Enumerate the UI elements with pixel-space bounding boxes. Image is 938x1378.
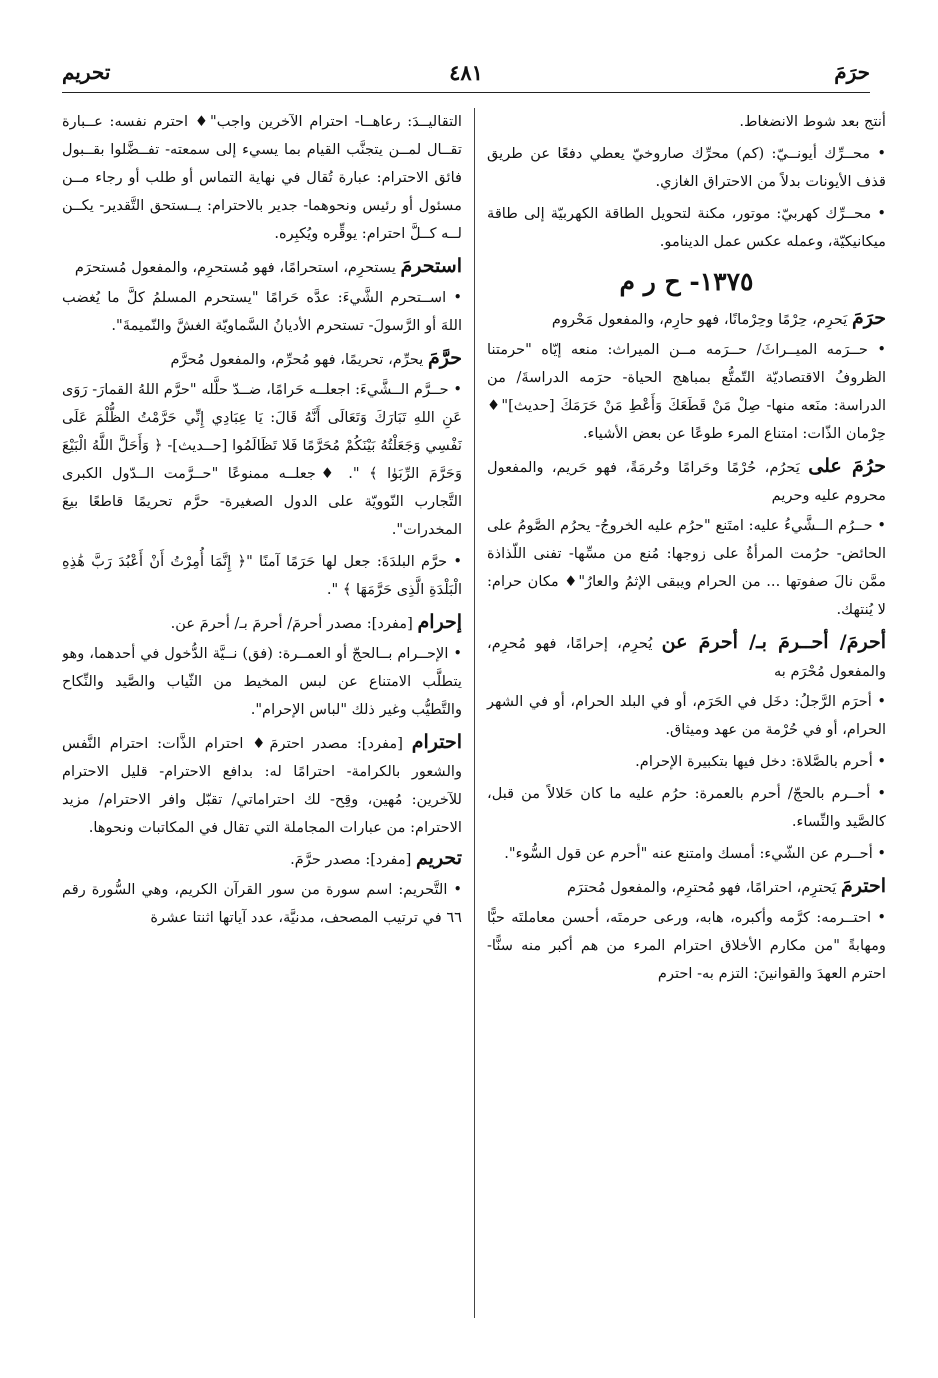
entry-grammar: يستحرِم، استحرامًا، فهو مُستحرِم، والمفعول مُستحرَم xyxy=(74,259,401,276)
definition-text: أنتج بعد شوط الانضغاط. xyxy=(739,113,886,130)
entry-line xyxy=(487,872,886,902)
entry-line xyxy=(62,844,462,874)
root-heading: ١٣٧٥- ح ر م xyxy=(619,267,754,296)
definition-text: • أحرم بالصَّلاة: دخل فيها بتكبيرة الإحرام. xyxy=(635,753,886,770)
definition-text: • حــرَّم الــشَّيءَ: اجعلــه حَرامًا، ضــدّ حلَّله "حرَّم اللهُ القمارَ- رَوَى عَنِ اللهِ تَبَارَكَ وَتَعَالَى أَنَّهُ قَالَ: يَا عِبَادِي إِنِّي حَرَّمْتُ الظُّلْمَ عَلَى نَفْسِي وَجَعَلْتُهُ بَيْنَكُمْ مُحَرَّمًا فَلا تَظَالَمُوا [حــديث]- ﴿ وَأَحَلَّ اللَّهُ الْبَيْعَ وَحَرَّمَ الرِّبَوٰا ﴾ ". ♦جعلــه ممنوعًا "حــرَّمت الــدّول الكبرى التَّجارب النّوويّة على الدول الصغيرة- حرَّم تحريمًا قاطعًا بيعَ المخدرات". xyxy=(62,381,462,538)
entry-grammar: يَحترِم، احترامًا، فهو مُحترِم، والمفعول مُحترَم xyxy=(566,879,841,896)
entry-line xyxy=(487,304,886,334)
entry-line xyxy=(62,728,462,842)
entry-grammar: يَحرِم، حِرْمًا وحِرْمانًا، فهو حارِم، والمفعول مَحْروم xyxy=(551,311,852,328)
headword: تحريم xyxy=(416,847,462,869)
definition-text: • حــرَمه الميــراثَ/ حــرَمه مــن الميراث: منعه إيّاه "حرمتنا الظروفُ الاقتصاديّة التّمتُّع بمباهج الحياة- حرَمه الدراسةَ/ من الدراسة: منَعه منها- صِلْ مَنْ قَطَعَكَ وَأَعْطِ مَنْ حَرَمَكَ [حديث]"♦ حِرْمان الذّات: امتناع المرء طوعًا عن بعض الأشياء. xyxy=(487,341,886,442)
columns xyxy=(62,108,886,1318)
entry-line xyxy=(487,628,886,686)
definition-text: • أحــرم عن الشّيء: أمسك وامتنع عنه "أحرم عن قول السُّوء". xyxy=(504,845,886,862)
entry-grammar: يُحرِم، إحرامًا، فهو مُحرِم، والمفعول مُحْرَم به xyxy=(487,635,886,680)
entry-grammar: [مفرد]: مصدر احترمَ♦ احترام الذَّات: احترام النَّفس والشعور بالكرامة- احترامًا له: بدافع الاحترام- قليل الاحترام للآخرين: مُهين، وقِح- لك احتراماتي/ تقبّل وافر الاحترام/ مزيد الاحترام: من عبارات المجاملة التي تقال في المكاتبات ونحوها. xyxy=(62,735,462,836)
definition-text: • محــرِّك أيونــيّ: (كم) محرِّك صاروخيّ يعطي دفعًا عن طريق قذف الأيونات بدلاً من الاحتراق الغازي. xyxy=(487,145,886,190)
definition-text: التقاليــدَ: رعاهــا- احترام الآخرين واجب"♦ احترم نفسه: عــبارة تقــال لمــن يتجنَّب القيام بما يسيء إلى سمعته- تفــضَّلوا بقــبول فائق الاحترام: عبارة تُقال في نهاية التماس أو طلب أو رجاء مــن مسئول أو رئيس ونحوهما- جدير بالاحترام: يــستحق التَّقدير- يكــن لــه كــلَّ احترام: يوقِّره ويُكبِره. xyxy=(62,113,462,242)
headword: استحرمَ xyxy=(400,255,462,277)
entry-line xyxy=(487,452,886,510)
entry-grammar: يَحرُم، حُرْمًا وحَرامًا وحُرمَةً، فهو حَريم، والمفعول محروم عليه وحريم xyxy=(487,459,886,504)
entry-line xyxy=(62,344,462,374)
definition-text: • التَّحريم: اسم سورة من سور القرآن الكريم، وهي السُّورة رقم ٦٦ في ترتيب المصحف، مدنيَّة، عدد آياتها اثنتا عشرة xyxy=(62,881,462,926)
definition-text: • محــرِّك كهربيّ: موتور، مكنة لتحويل الطاقة الكهربيّة إلى طاقة ميكانيكيّة، وعمله عكس عمل الدينامو. xyxy=(487,205,886,250)
entry-grammar: [مفرد]: مصدر أحرمَ/ أحرمَ بـ/ أحرمَ عن. xyxy=(170,615,418,632)
headword: حرُمَ على xyxy=(808,455,886,477)
definition-text: • أحرَم الرَّجلُ: دخَل في الحَرَم، أو في البلد الحرام، أو في الشهر الحرام، أو في حُرْمة من عهد وميثاق. xyxy=(487,693,886,738)
page-header xyxy=(62,52,870,93)
right-column xyxy=(474,108,886,1318)
definition-text: • حــرُم الــشَّيءُ عليه: امتَنع "حرُم عليه الخروجُ- يحرُم الصَّومُ على الحائض- حرُمت المرأةُ على زوجها: مُنع من مسِّها- تفنى اللّذاذة ممَّن نالَ صفوتها ... من الحرام ويبقى الإثمُ والعارُ"♦ مكان حرام: لا يُنتهك. xyxy=(487,517,886,618)
left-column xyxy=(62,108,474,1318)
entry-line xyxy=(62,252,462,282)
headword: إحرام xyxy=(417,611,462,633)
headword: حرَّمَ xyxy=(428,347,462,369)
definition-text: • احتــرمه: كرَّمه وأكبره، هابه، ورعى حرمتَه، أحسن معاملتَه حبًّا ومهابةً "من مكارم الأخلاق احترام المرء من هم أكبر منه سنًّا- احترم العهدَ والقوانينَ: التزم به- احترم xyxy=(487,909,886,982)
headword: احترمَ xyxy=(840,875,886,897)
header-left-word: تحريم xyxy=(62,60,111,84)
page-number: ٤٨١ xyxy=(449,59,483,85)
definition-text: • الإحــرام بــالحجّ أو العمــرة: (فق) نــيَّة الدُّخول في أحدهما، وهو يتطلَّب الامتناع عن لبس المخيط من الثّياب والصَّيد والنِّكاح والتَّطيُّب وغير ذلك "لباس الإحرام". xyxy=(62,645,462,718)
definition-text: • اســتحرم الشَّيءَ: عدَّه حَرامًا "يستحرم المسلمُ كلَّ ما يُغضب اللهَ أو الرَّسولَ- تستحرم الأديانُ السَّماويّة الغشَّ والنّميمةَ". xyxy=(62,289,462,334)
headword: حرَمَ xyxy=(852,307,886,329)
entry-grammar: يحرِّم، تحريمًا، فهو مُحرِّم، والمفعول مُحرَّم xyxy=(170,351,428,368)
definition-text: • أحــرم بالحجّ/ أحرم بالعمرة: حرُم عليه ما كان حَلالاً من قبل، كالصَّيد والنِّساء. xyxy=(487,785,886,830)
headword: أحرمَ/ أحــرمَ بـ/ أحرمَ عن xyxy=(661,631,886,653)
headword: احترام xyxy=(411,731,462,753)
entry-line xyxy=(62,608,462,638)
header-right-word: حرَمَ xyxy=(834,60,870,84)
entry-grammar: [مفرد]: مصدر حرَّمَ. xyxy=(290,851,417,868)
definition-text: • حرَّم البلدَةَ: جعل لها حَرَمًا آمنًا "﴿ إِنَّمَا أُمِرْتُ أَنْ أَعْبُدَ رَبَّ هَٰذِهِ الْبَلْدَةِ الَّذِى حَرَّمَهَا ﴾ ". xyxy=(62,553,462,598)
